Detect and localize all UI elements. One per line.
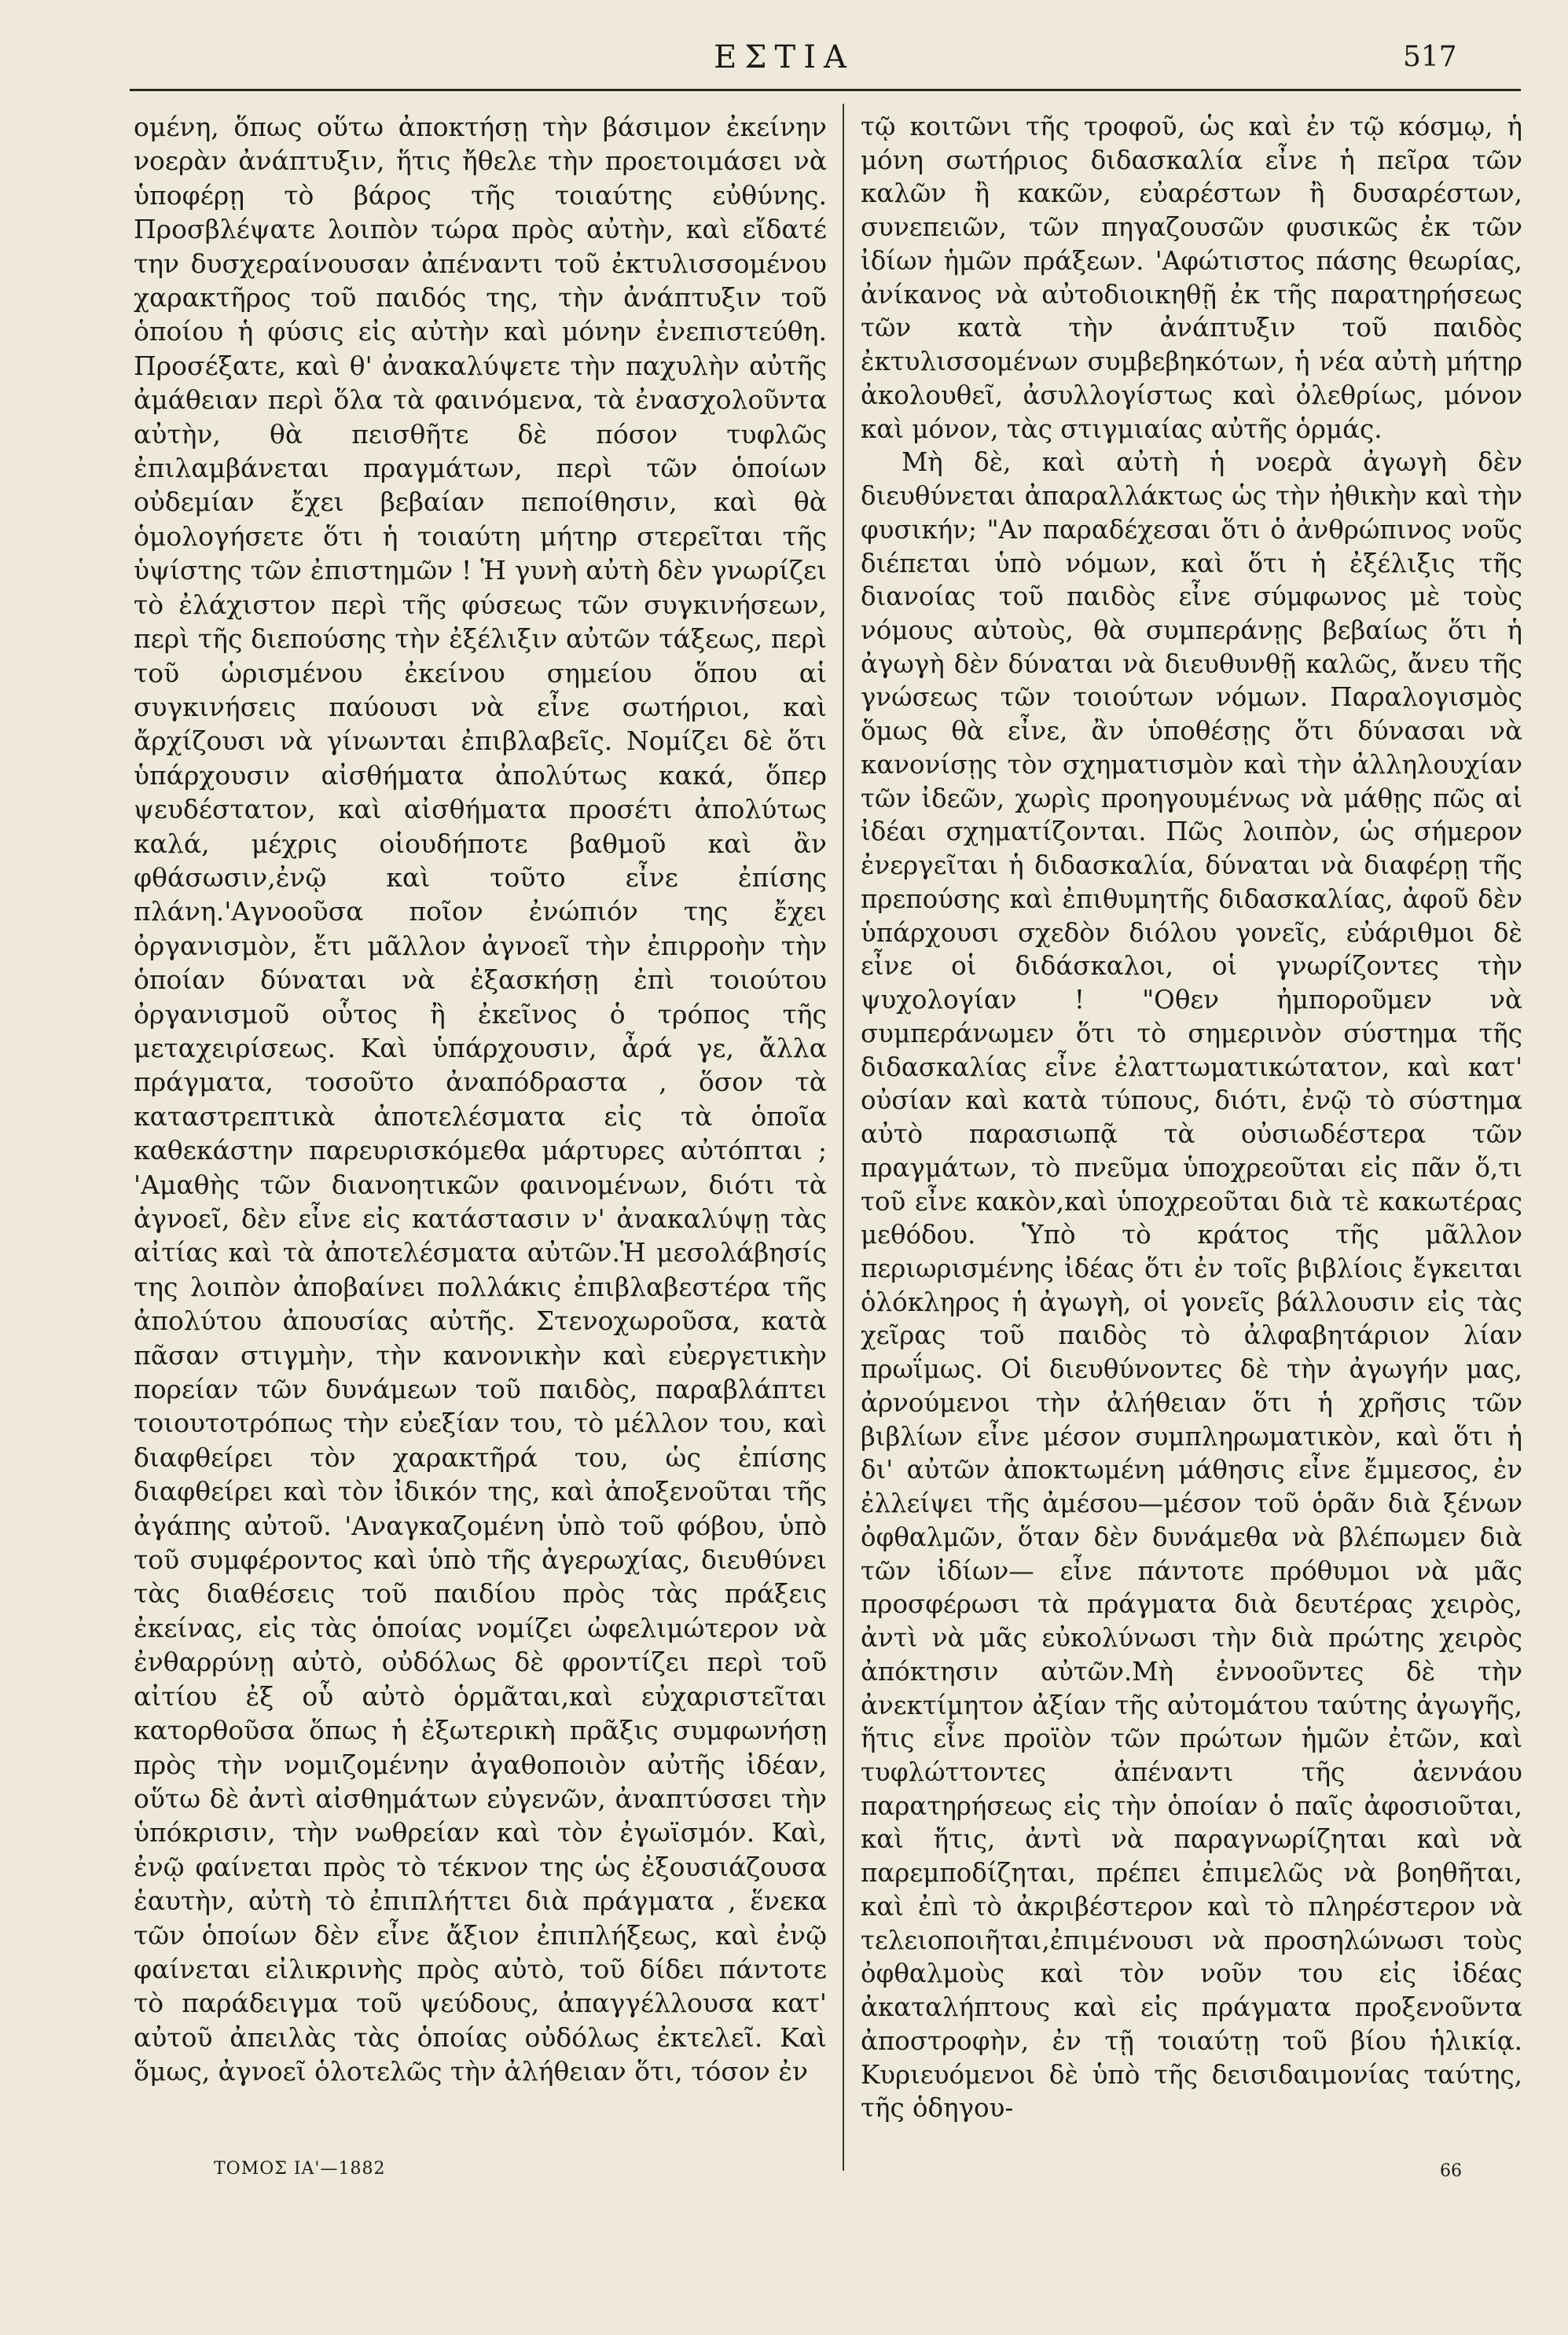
right-paragraph-1: τῷ κοιτῶνι τῆς τροφοῦ, ὡς καὶ ἐν τῷ κόσμῳ, ἡ μόνη σωτήριος διδασκαλία εἶνε ἡ πεῖρα τῶν καλῶν ἢ κακῶν, εὐαρέστων ἢ δυσαρέστων, συνεπειῶν, τῶν πηγαζουσῶν φυσικῶς ἐκ τῶν ἰδίων ἡμῶν πράξεων. 'Αφώτιστος πάσης θεωρίας, ἀνίκανος νὰ αὐτοδιοικηθῇ ἐκ τῆς παρατηρήσεως τῶν κατὰ τὴν ἀνάπτυξιν τοῦ παιδὸς ἐκτυλισσομένων συμβεβηκότων, ἡ νέα αὐτὴ μήτηρ ἀκολουθεῖ, ἀσυλλογίστως καὶ ὀλεθρίως, μόνον καὶ μόνον, τὰς στιγμιαίας αὐτῆς ὁρμάς.: [861, 112, 1522, 444]
running-head-title: ΕΣΤΙΑ: [714, 39, 854, 75]
column-divider: [843, 104, 844, 2171]
volume-footer: ΤΟΜΟΣ ΙΑ'—1882: [214, 2159, 386, 2179]
signature-mark: 66: [1440, 2161, 1462, 2181]
left-paragraph-1: ομένη, ὅπως οὕτω ἀποκτήσῃ τὴν βάσιμον ἐκείνην νοερὰν ἀνάπτυξιν, ἥτις ἤθελε τὴν προετοιμάσει νὰ ὑποφέρῃ τὸ βάρος τῆς τοιαύτης εὐθύνης. Προσβλέψατε λοιπὸν τώρα πρὸς αὐτὴν, καὶ εἴδατέ την δυσχεραίνουσαν ἀπέναντι τοῦ ἐκτυλισσομένου χαρακτῆρος τοῦ παιδός της, τὴν ἀνάπτυξιν τοῦ ὁποίου ἡ φύσις εἰς αὐτὴν καὶ μόνην ἐνεπιστεύθη. Προσέξατε, καὶ θ' ἀνακαλύψετε τὴν παχυλὴν αὐτῆς ἀμάθειαν περὶ ὅλα τὰ φαινόμενα, τὰ ἐνασχολοῦντα αὐτὴν, θὰ πεισθῆτε δὲ πόσον τυφλῶς ἐπιλαμβάνεται πραγμάτων, περὶ τῶν ὁποίων οὐδεμίαν ἔχει βεβαίαν πεποίθησιν, καὶ θὰ ὁμολογήσετε ὅτι ἡ τοιαύτη μήτηρ στερεῖται τῆς ὑψίστης τῶν ἐπιστημῶν ! Ἡ γυνὴ αὐτὴ δὲν γνωρίζει τὸ ἐλάχιστον περὶ τῆς φύσεως τῶν συγκινήσεων, περὶ τῆς διεπούσης τὴν ἐξέλιξιν αὐτῶν τάξεως, περὶ τοῦ ὡρισμένου ἐκείνου σημείου ὅπου αἱ συγκινήσεις παύουσι νὰ εἶνε σωτήριοι, καὶ ἄρχίζουσι νὰ γίνωνται ἐπιβλαβεῖς. Νομίζει δὲ ὅτι ὑπάρχουσιν αἰσθήματα ἀπολύτως κακά, ὅπερ ψευδέστατον, καὶ αἰσθήματα προσέτι ἀπολύτως καλά, μέχρις οἱουδήποτε βαθμοῦ καὶ ἂν φθάσωσιν,ἐνῷ καὶ τοῦτο εἶνε ἐπίσης πλάνη.'Αγνοοῦσα ποῖον ἐνώπιόν της ἔχει ὀργανισμὸν, ἔτι μᾶλλον ἀγνοεῖ τὴν ἐπιρροὴν τὴν ὁποίαν δύναται νὰ ἐξασκήσῃ ἐπὶ τοιούτου ὀργανισμοῦ οὗτος ἢ ἐκεῖνος ὁ τρόπος τῆς μεταχειρίσεως. Καὶ ὑπάρχουσιν, ἆρά γε, ἄλλα πράγματα, τοσοῦτο ἀναπόδραστα , ὅσον τὰ καταστρεπτικὰ ἀποτελέσματα εἰς τὰ ὁποῖα καθεκάστην παρευρισκόμεθα μάρτυρες αὐτόπται ; 'Αμαθὴς τῶν διανοητικῶν φαινομένων, διότι τὰ ἀγνοεῖ, δὲν εἶνε εἰς κατάστασιν ν' ἀνακαλύψῃ τὰς αἰτίας καὶ τὰ ἀποτελέσματα αὐτῶν.Ἡ μεσολάβησίς της λοιπὸν ἀποβαίνει πολλάκις ἐπιβλαβεστέρα τῆς ἀπολύτου ἀπουσίας αὐτῆς. Στενοχωροῦσα, κατὰ πᾶσαν στιγμὴν, τὴν κανονικὴν καὶ εὐεργετικὴν πορείαν τῶν δυνάμεων τοῦ παιδὸς, παραβλάπτει τοιουτοτρόπως τὴν εὐεξίαν του, τὸ μέλλον του, καὶ διαφθείρει τὸν χαρακτῆρά του, ὡς ἐπίσης διαφθείρει καὶ τὸν ἰδικόν της, καὶ ἀποξενοῦται τῆς ἀγάπης αὐτοῦ. 'Αναγκαζομένη ὑπὸ τοῦ φόβου, ὑπὸ τοῦ συμφέροντος καὶ ὑπὸ τῆς ἀγερωχίας, διευθύνει τὰς διαθέσεις τοῦ παιδίου πρὸς τὰς πράξεις ἐκείνας, εἰς τὰς ὁποίας νομίζει ὠφελιμώτερον νὰ ἐνθαρρύνῃ αὐτὸ, οὐδόλως δὲ φροντίζει περὶ τοῦ αἰτίου ἐξ οὗ αὐτὸ ὁρμᾶται,καὶ εὐχαριστεῖται κατορθοῦσα ὅπως ἡ ἐξωτερικὴ πρᾶξις συμφωνήσῃ πρὸς τὴν νομιζομένην ἀγαθοποιὸν αὐτῆς ἰδέαν, οὕτω δὲ ἀντὶ αἰσθημάτων εὐγενῶν, ἀναπτύσσει τὴν ὑπόκρισιν, τὴν νωθρείαν καὶ τὸν ἐγωϊσμόν. Καὶ, ἐνῷ φαίνεται πρὸς τὸ τέκνον της ὡς ἐξουσιάζουσα ἑαυτὴν, αὐτὴ τὸ ἐπιπλήττει διὰ πράγματα , ἕνεκα τῶν ὁποίων δὲν εἶνε ἄξιον ἐπιπλήξεως, καὶ ἐνῷ φαίνεται εἰλικρινὴς πρὸς αὐτὸ, τοῦ δίδει πάντοτε τὸ παράδειγμα τοῦ ψεύδους, ἀπαγγέλλουσα κατ' αὐτοῦ ἀπειλὰς τὰς ὁποίας οὐδόλως ἐκτελεῖ. Καὶ ὅμως, ἀγνοεῖ ὁλοτελῶς τὴν ἀλήθειαν ὅτι, τόσον ἐν: [134, 112, 827, 2087]
right-paragraph-2: Μὴ δὲ, καὶ αὐτὴ ἡ νοερὰ ἀγωγὴ δὲν διευθύνεται ἀπαραλλάκτως ὡς τὴν ἠθικὴν καὶ τὴν φυσικήν; "Αν παραδέχεσαι ὅτι ὁ ἀνθρώπινος νοῦς διέπεται ὑπὸ νόμων, καὶ ὅτι ἡ ἐξέλιξις τῆς διανοίας τοῦ παιδὸς εἶνε σύμφωνος μὲ τοὺς νόμους αὐτοὺς, θὰ συμπεράνῃς βεβαίως ὅτι ἡ ἀγωγὴ δὲν δύναται νὰ διευθυνθῇ καλῶς, ἄνευ τῆς γνώσεως τῶν τοιούτων νόμων. Παραλογισμὸς ὅμως θὰ εἶνε, ἂν ὑποθέσῃς ὅτι δύνασαι νὰ κανονίσῃς τὸν σχηματισμὸν καὶ τὴν ἀλληλουχίαν τῶν ἰδεῶν, χωρὶς προηγουμένως νὰ μάθῃς πῶς αἱ ἰδέαι σχηματίζονται. Πῶς λοιπὸν, ὡς σήμερον ἐνεργεῖται ἡ διδασκαλία, δύναται νὰ διαφέρῃ τῆς πρεπούσης καὶ ἐπιθυμητῆς διδασκαλίας, ἀφοῦ δὲν ὑπάρχουσι σχεδὸν διόλου γονεῖς, εὐάριθμοι δὲ εἶνε οἱ διδάσκαλοι, οἱ γνωρίζοντες τὴν ψυχολογίαν ! "Οθεν ἠμποροῦμεν νὰ συμπεράνωμεν ὅτι τὸ σημερινὸν σύστημα τῆς διδασκαλίας εἶνε ἐλαττωματικώτατον, καὶ κατ' οὐσίαν καὶ κατὰ τύπους, διότι, ἐνῷ τὸ σύστημα αὐτὸ παρασιωπᾷ τὰ οὐσιωδέστερα τῶν πραγμάτων, τὸ πνεῦμα ὑποχρεοῦται εἰς πᾶν ὅ,τι τοῦ εἶνε κακὸν,καὶ ὑποχρεοῦται διὰ τὲ κακωτέρας μεθόδου. Ὑπὸ τὸ κράτος τῆς μᾶλλον περιωρισμένης ἰδέας ὅτι ἐν τοῖς βιβλίοις ἔγκειται ὁλόκληρος ἡ ἀγωγὴ, οἱ γονεῖς βάλλουσιν εἰς τὰς χεῖρας τοῦ παιδὸς τὸ ἀλφαβητάριον λίαν πρωΐμως. Οἱ διευθύνοντες δὲ τὴν ἀγωγήν μας, ἀρνούμενοι τὴν ἀλήθειαν ὅτι ἡ χρῆσις τῶν βιβλίων εἶνε μέσον συμπληρωματικὸν, καὶ ὅτι ἡ δι' αὐτῶν ἀποκτωμένη μάθησις εἶνε ἔμμεσος, ἐν ἐλλείψει τῆς ἀμέσου—μέσον τοῦ ὁρᾶν διὰ ξένων ὀφθαλμῶν, ὅταν δὲν δυνάμεθα νὰ βλέπωμεν διὰ τῶν ἰδίων— εἶνε πάντοτε πρόθυμοι νὰ μᾶς προσφέρωσι τὰ πράγματα διὰ δευτέρας χειρὸς, ἀντὶ νὰ μᾶς εὐκολύνωσι τὴν διὰ πρώτης χειρὸς ἀπόκτησιν αὐτῶν.Μὴ ἐννοοῦντες δὲ τὴν ἀνεκτίμητον ἀξίαν τῆς αὐτομάτου ταύτης ἀγωγῆς, ἥτις εἶνε προϊὸν τῶν πρώτων ἡμῶν ἐτῶν, καὶ τυφλώττοντες ἀπέναντι τῆς ἀεννάου παρατηρήσεως εἰς τὴν ὁποίαν ὁ παῖς ἀφοσιοῦται, καὶ ἥτις, ἀντὶ νὰ παραγνωρίζηται καὶ νὰ παρεμποδίζηται, πρέπει ἐπιμελῶς νὰ βοηθῆται, καὶ ἐπὶ τὸ ἀκριβέστερον καὶ τὸ πληρέστερον νὰ τελειοποιῆται,ἐπιμένουσι νὰ προσηλώνωσι τοὺς ὀφθαλμοὺς καὶ τὸν νοῦν του εἰς ἰδέας ἀκαταλήπτους καὶ εἰς πράγματα προξενοῦντα ἀποστροφὴν, ἐν τῇ τοιαύτῃ τοῦ βίου ἡλικίᾳ. Κυριευόμενοι δὲ ὑπὸ τῆς δεισιδαιμονίας ταύτης, τῆς ὁδηγου-: [861, 447, 1522, 2124]
left-column: [134, 110, 827, 2089]
page-number: 517: [1403, 41, 1457, 73]
header-rule: [130, 89, 1521, 91]
right-column: [861, 110, 1522, 2125]
